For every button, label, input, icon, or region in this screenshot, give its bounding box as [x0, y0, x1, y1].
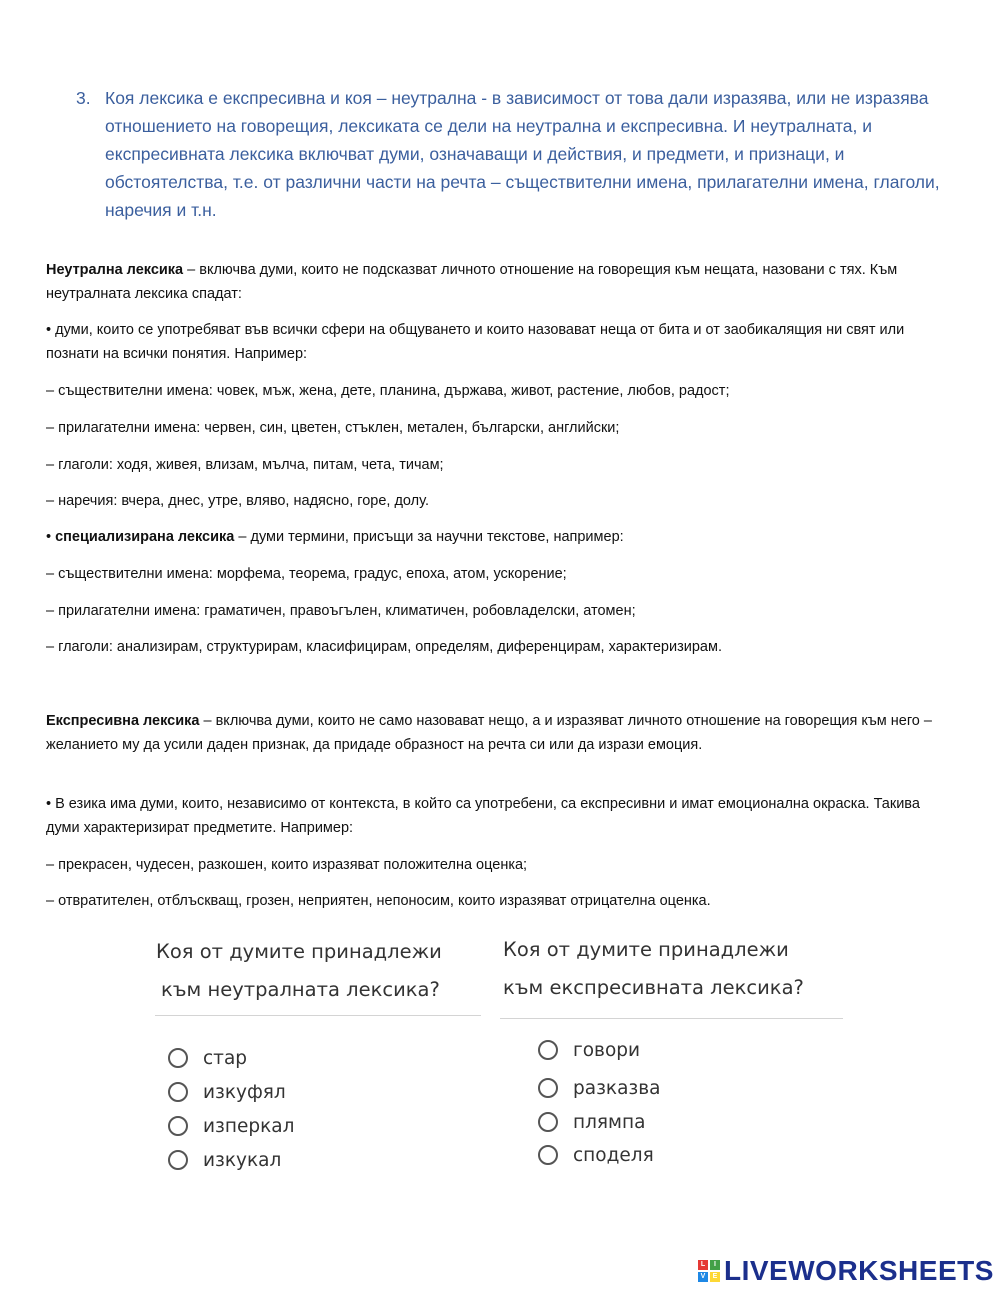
- expressive-positive: – прекрасен, чудесен, разкошен, които изразяват положителна оценка;: [46, 857, 528, 873]
- neutral-definition-text: – включва думи, които не подсказват личното отношение на говорещия към нещата, назовани с тях. Към неутралната лексика спадат:: [46, 262, 898, 302]
- neutral-nouns: – съществителни имена: човек, мъж, жена, дете, планина, държава, живот, растение, любов, радост;: [46, 383, 730, 399]
- quiz2-option-label: плямпа: [573, 1111, 646, 1133]
- liveworksheets-logo: [698, 1255, 994, 1287]
- logo-block: I: [710, 1260, 720, 1270]
- quiz2-title-line1: Коя от думите принадлежи: [503, 938, 789, 961]
- quiz1-option-label: изперкал: [203, 1115, 295, 1137]
- neutral-adjectives: – прилагателни имена: червен, син, цветен, стъклен, метален, български, английски;: [46, 420, 620, 436]
- neutral-definition: [46, 258, 956, 306]
- logo-blocks-icon: [698, 1260, 720, 1282]
- specialized-rest: – думи термини, присъщи за научни текстове, например:: [234, 529, 624, 545]
- quiz2-option-label: разказва: [573, 1077, 661, 1099]
- radio-button[interactable]: [538, 1145, 558, 1165]
- specialized-nouns: – съществителни имена: морфема, теорема, градус, епоха, атом, ускорение;: [46, 566, 567, 582]
- bullet-prefix: •: [46, 529, 56, 545]
- expressive-negative: – отвратителен, отблъскващ, грозен, неприятен, непоносим, които изразяват отрицателна оценка.: [46, 893, 711, 909]
- quiz1-divider: [155, 1015, 481, 1016]
- quiz2-title-line2: към експресивната лексика?: [503, 976, 804, 999]
- quiz2-option-label: споделя: [573, 1144, 654, 1166]
- expressive-term: Експресивна лексика: [46, 713, 200, 729]
- quiz1-option[interactable]: [168, 1079, 286, 1105]
- quiz2-title: [503, 931, 804, 1007]
- quiz2-divider: [500, 1018, 843, 1019]
- quiz1-option-label: изкукал: [203, 1149, 282, 1171]
- expressive-definition-text: – включва думи, които не само назовават нещо, а и изразяват личното отношение на говорещия към него – желанието му да усили даден признак, да придаде образност на речта си или да изрази емоция.: [46, 713, 932, 753]
- radio-button[interactable]: [168, 1048, 188, 1068]
- quiz1-option[interactable]: [168, 1147, 281, 1173]
- quiz2-option[interactable]: [538, 1075, 661, 1101]
- radio-button[interactable]: [538, 1112, 558, 1132]
- quiz2-option-label: говори: [573, 1039, 641, 1061]
- neutral-term: Неутрална лексика: [46, 262, 184, 278]
- radio-button[interactable]: [168, 1116, 188, 1136]
- intro-heading: [76, 84, 956, 224]
- specialized-adjectives: – прилагателни имена: граматичен, правоъгълен, климатичен, робовладелски, атомен;: [46, 603, 636, 619]
- intro-number: 3.: [76, 88, 91, 108]
- expressive-definition: [46, 709, 956, 757]
- quiz1-title-line2: към неутралната лексика?: [161, 978, 440, 1001]
- quiz1-title-line1: Коя от думите принадлежи: [156, 940, 442, 963]
- logo-block: L: [698, 1260, 708, 1270]
- quiz1-option[interactable]: [168, 1045, 247, 1071]
- radio-button[interactable]: [168, 1082, 188, 1102]
- specialized-verbs: – глаголи: анализирам, структурирам, класифицирам, определям, диференцирам, характеризирам.: [46, 639, 722, 655]
- expressive-bullet: • В езика има думи, които, независимо от контекста, в който са употребени, са експресивни и имат емоционална окраска. Такива думи характеризират предметите. Например:: [46, 796, 920, 836]
- neutral-adverbs: – наречия: вчера, днес, утре, вляво, надясно, горе, долу.: [46, 493, 429, 509]
- quiz1-title: [156, 933, 442, 1009]
- brand-text: LIVEWORKSHEETS: [724, 1255, 994, 1286]
- neutral-verbs: – глаголи: ходя, живея, влизам, мълча, питам, чета, тичам;: [46, 457, 444, 473]
- radio-button[interactable]: [538, 1040, 558, 1060]
- quiz1-option-label: стар: [203, 1047, 248, 1069]
- specialized-term: специализирана лексика: [55, 529, 235, 545]
- neutral-bullet-specialized: [46, 525, 956, 549]
- quiz2-option[interactable]: [538, 1142, 654, 1168]
- quiz2-option[interactable]: [538, 1109, 645, 1135]
- quiz2-option[interactable]: [538, 1037, 640, 1063]
- logo-block: V: [698, 1272, 708, 1282]
- radio-button[interactable]: [168, 1150, 188, 1170]
- quiz1-option-label: изкуфял: [203, 1081, 286, 1103]
- intro-text: Коя лексика е експресивна и коя – неутрална - в зависимост от това дали изразява, или не изразява отношението на говорещия, лексиката се дели на неутрална и експресивна. И неутралната, и експресивната лексика включват думи, означаващи и действия, и предмети, и признаци, и обстоятелства, т.е. от различни части на речта – съществителни имена, прилагателни имена, глаголи, наречия и т.н.: [105, 88, 940, 220]
- logo-block: E: [710, 1272, 720, 1282]
- neutral-bullet-common: • думи, които се употребяват във всички сфери на общуването и които назовават неща от бита и от заобикалящия ни свят или познати на всички понятия. Например:: [46, 322, 905, 362]
- radio-button[interactable]: [538, 1078, 558, 1098]
- quiz1-option[interactable]: [168, 1113, 294, 1139]
